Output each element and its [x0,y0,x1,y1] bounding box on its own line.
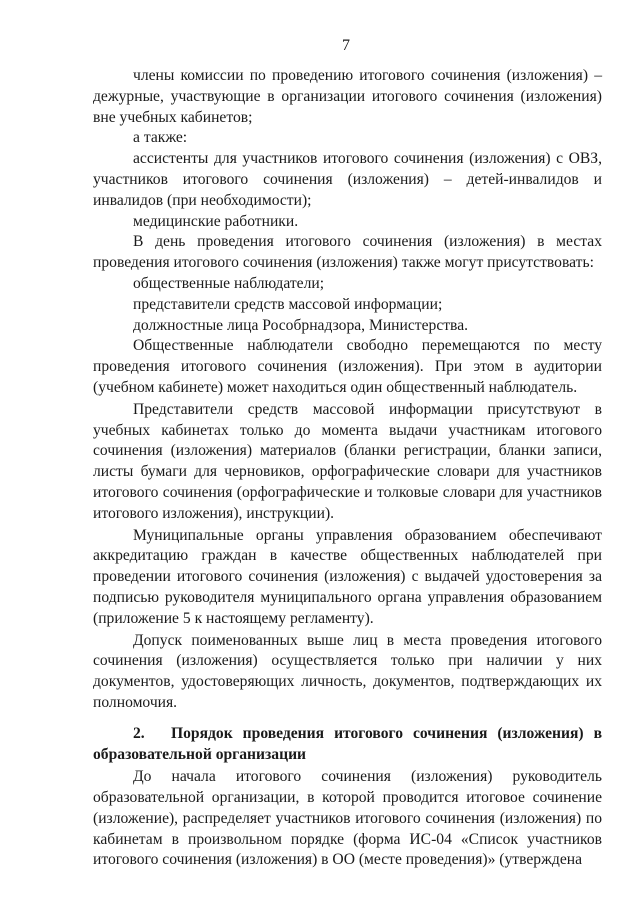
paragraph-exam-day-attendees: В день проведения итогового сочинения (изложения) в местах проведения итогового сочинения (изложения) также могут присутствовать: [93,233,602,272]
paragraph-distribution: До начала итогового сочинения (изложения) руководитель образовательной организации, в которой проводится итоговое сочинение (изложение), распределяет участников итогового сочинения (изложения) по кабинетам в произвольном порядке (форма ИС-04 «Список участников итогового сочинения (изложения) в ОО (месте проведения)» (утверждена [93,768,602,869]
paragraph-public-observers: общественные наблюдатели; [133,274,325,292]
paragraph-admission: Допуск поименованных выше лиц в места проведения итогового сочинения (изложения) осуществляется только при наличии у них документов, удостоверяющих личность, документов, подтверждающих их полномочия. [93,631,602,711]
section-heading [93,724,602,766]
section-title: Порядок проведения итогового сочинения (изложения) в образовательной организации [93,724,602,763]
paragraph-medical-staff: медицинские работники. [133,212,299,230]
paragraph-commission-members: члены комиссии по проведению итогового сочинения (изложения) – дежурные, участвующие в организации итогового сочинения (изложения) вне учебных кабинетов; [93,67,602,126]
paragraph-accreditation: Муниципальные органы управления образованием обеспечивают аккредитацию граждан в качестве общественных наблюдателей при проведении итогового сочинения (изложения) с выдачей удостоверения за подписью руководителя муниципального органа управления образованием (приложение 5 к настоящему регламенту). [93,526,602,627]
paragraph-observers-movement: Общественные наблюдатели свободно перемещаются по месту проведения итогового сочинения (изложения). При этом в аудитории (учебном кабинете) может находиться один общественный наблюдатель. [93,337,602,396]
paragraph-assistants: ассистенты для участников итогового сочинения (изложения) с ОВЗ, участников итогового сочинения (изложения) – детей-инвалидов и инвалидов (при необходимости); [93,150,602,209]
page-number: 7 [342,37,350,54]
document-body [93,66,602,871]
paragraph-media-representatives: представители средств массовой информации; [133,295,443,313]
paragraph-also: а также: [133,129,188,147]
section-number: 2. [133,724,145,742]
paragraph-media-presence: Представители средств массовой информации присутствуют в учебных кабинетах только до момента выдачи участникам итогового сочинения (изложения) материалов (бланки регистрации, бланки записи, листы бумаги для черновиков, орфографические словари для участников итогового сочинения (орфографические и толковые словари для участников итогового изложения), инструкции). [93,400,602,522]
paragraph-officials: должностные лица Рособрнадзора, Министерства. [133,316,469,334]
